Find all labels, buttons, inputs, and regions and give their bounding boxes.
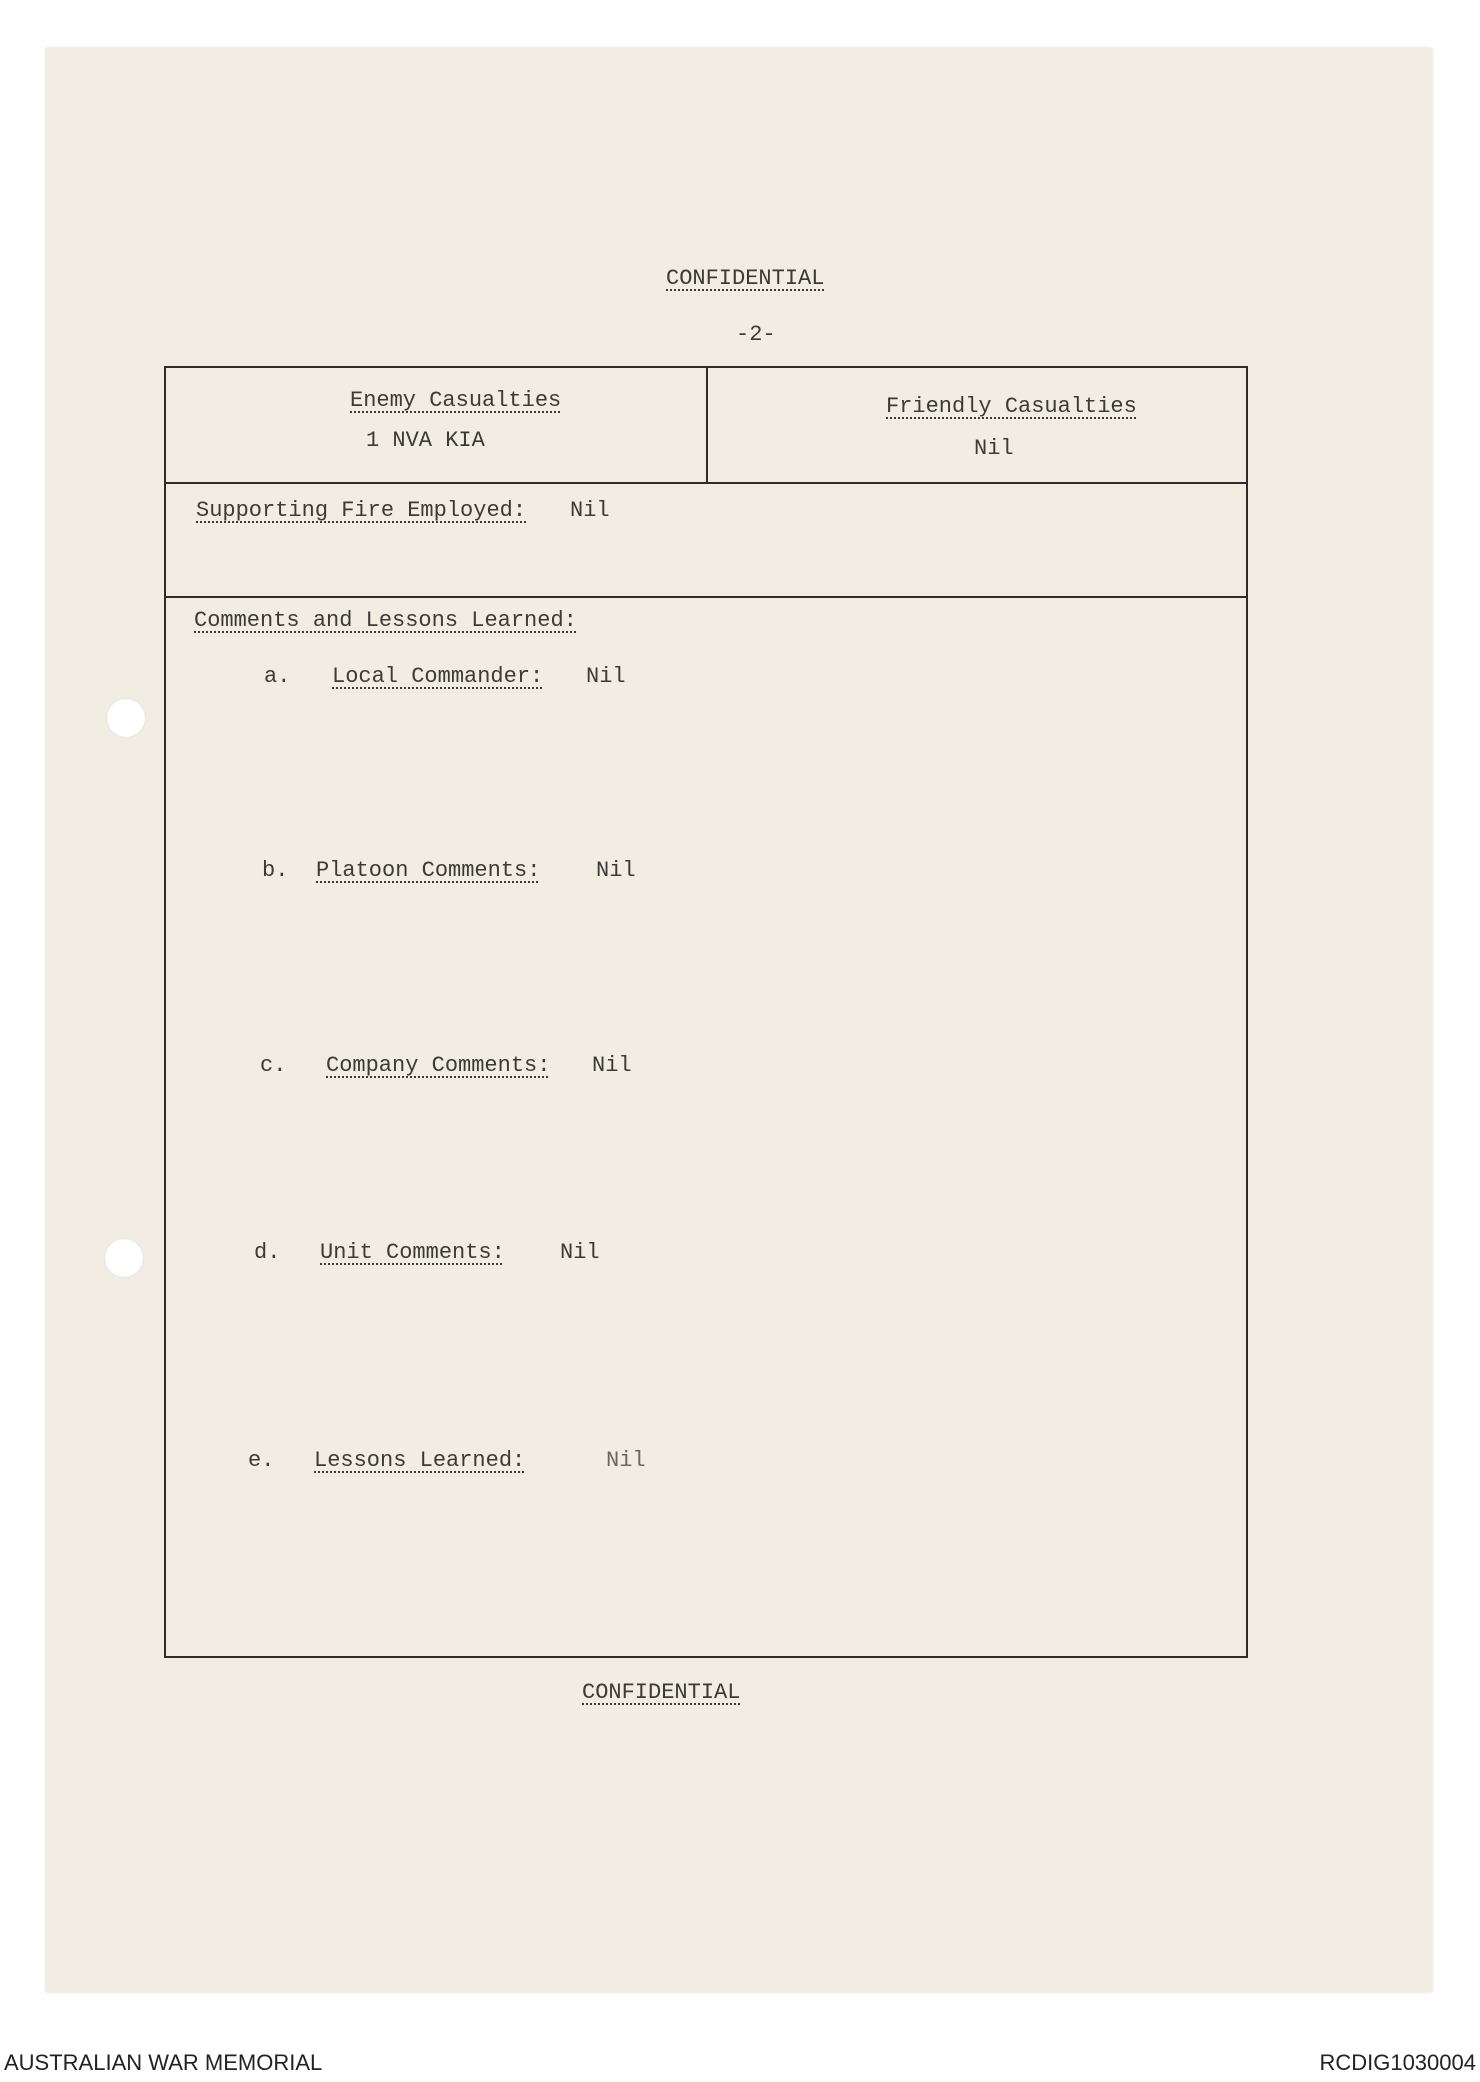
page-number: -2- [736, 322, 776, 347]
punch-hole-bottom [104, 1238, 144, 1278]
item-b-letter: b. [262, 858, 289, 883]
casualties-divider [706, 368, 708, 482]
confidential-footer: CONFIDENTIAL [582, 1680, 741, 1705]
friendly-casualties-label: Friendly Casualties [886, 394, 1137, 419]
item-d-value: Nil [560, 1240, 600, 1265]
item-c-letter: c. [260, 1053, 287, 1078]
item-d-label: Unit Comments: [320, 1240, 505, 1265]
item-e-letter: e. [248, 1448, 275, 1473]
confidential-header: CONFIDENTIAL [666, 266, 825, 291]
archive-record-id: RCDIG1030004 [1319, 2050, 1476, 2075]
item-e-value: Nil [606, 1448, 646, 1473]
row-divider-1 [166, 482, 1246, 484]
document-page [46, 48, 1432, 1992]
item-a-value: Nil [586, 664, 626, 689]
item-b-label: Platoon Comments: [316, 858, 541, 883]
archive-institution: AUSTRALIAN WAR MEMORIAL [4, 2050, 323, 2075]
enemy-casualties-label: Enemy Casualties [350, 388, 562, 413]
item-a-letter: a. [264, 664, 291, 689]
comments-heading: Comments and Lessons Learned: [194, 608, 577, 633]
report-table [164, 366, 1248, 1658]
item-e-label: Lessons Learned: [314, 1448, 526, 1473]
item-b-value: Nil [596, 858, 636, 883]
item-c-value: Nil [592, 1053, 632, 1078]
item-d-letter: d. [254, 1240, 281, 1265]
enemy-casualties-value: 1 NVA KIA [366, 428, 485, 453]
friendly-casualties-value: Nil [974, 436, 1014, 461]
item-a-label: Local Commander: [332, 664, 544, 689]
supporting-fire-label: Supporting Fire Employed: [196, 498, 527, 523]
row-divider-2 [166, 596, 1246, 598]
supporting-fire-value: Nil [570, 498, 610, 523]
item-c-label: Company Comments: [326, 1053, 551, 1078]
punch-hole-top [106, 698, 146, 738]
